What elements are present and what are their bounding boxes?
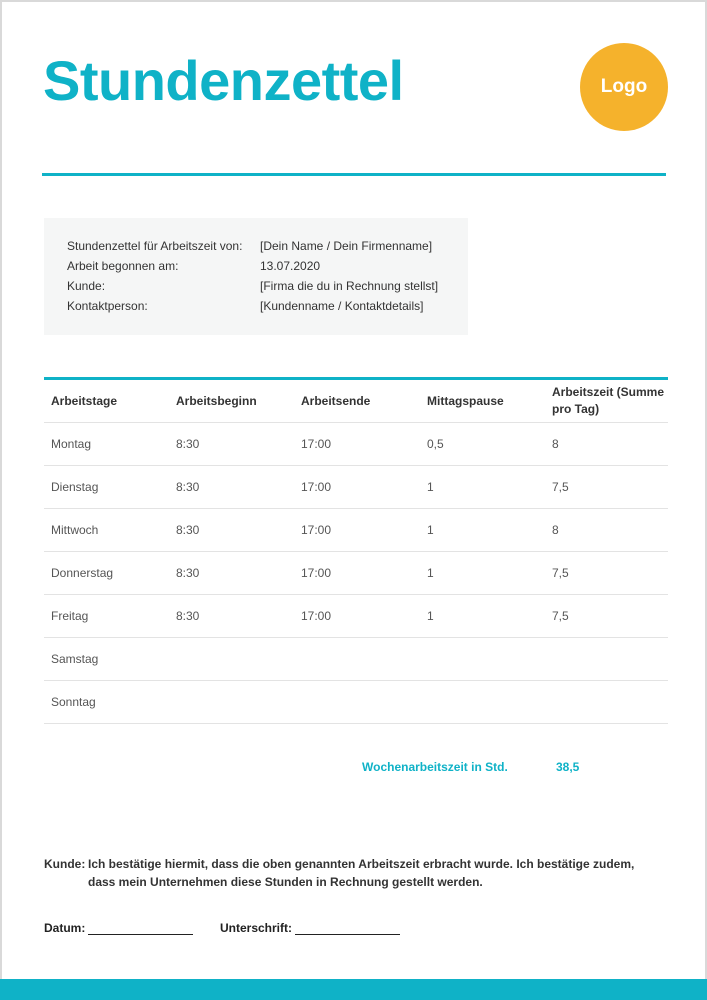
workday-cell: Dienstag [51, 480, 99, 494]
daily-total-cell: 8 [552, 523, 559, 537]
workday-cell: Donnerstag [51, 566, 114, 580]
daily-total-cell [552, 638, 668, 680]
info-value: 13.07.2020 [260, 259, 321, 273]
end-cell: 17:00 [301, 523, 332, 537]
table-header [44, 380, 668, 423]
info-label: Arbeit begonnen am: [67, 259, 179, 273]
lunch-cell: 1 [427, 609, 434, 623]
info-value: [Dein Name / Dein Firmenname] [260, 239, 433, 253]
workday-cell: Montag [51, 437, 92, 451]
table-row [44, 466, 668, 509]
timesheet-table [44, 377, 668, 724]
workday-cell: Samstag [51, 652, 99, 666]
weekly-total-value: 38,5 [556, 760, 580, 774]
workday-cell: Freitag [51, 609, 89, 623]
info-label: Stundenzettel für Arbeitszeit von: [67, 239, 243, 253]
daily-total-cell: 7,5 [552, 609, 569, 623]
table-row [44, 552, 668, 595]
column-header-daily-total: Arbeitszeit (Summe pro Tag) [552, 385, 665, 416]
logo-placeholder: Logo [580, 43, 668, 131]
workday-cell: Sonntag [51, 695, 96, 709]
lunch-cell: 1 [427, 480, 434, 494]
confirmation-prefix: Kunde: [44, 857, 86, 871]
date-signature-line [88, 934, 193, 935]
footer-bar [0, 979, 707, 1000]
page-title: Stundenzettel [43, 49, 404, 112]
signature-label: Unterschrift: [220, 921, 293, 935]
info-value: [Kundenname / Kontaktdetails] [260, 299, 424, 313]
column-header-end: Arbeitsende [301, 393, 371, 408]
lunch-cell: 0,5 [427, 437, 444, 451]
lunch-cell: 1 [427, 523, 434, 537]
info-label: Kontaktperson: [67, 299, 148, 313]
table-row [44, 423, 668, 466]
confirmation-text: Ich bestätige hiermit, dass die oben genannten Arbeitszeit erbracht wurde. Ich bestätige zudem, dass mein Unternehmen diese Stunden in Rechnung gestellt werden. [88, 857, 635, 889]
info-box [44, 218, 468, 335]
start-cell: 8:30 [176, 480, 200, 494]
column-header-lunch: Mittagspause [427, 393, 504, 408]
date-label: Datum: [44, 921, 86, 935]
title-divider [42, 173, 666, 176]
column-header-start: Arbeitsbeginn [176, 393, 257, 408]
weekly-total-label: Wochenarbeitszeit in Std. [362, 760, 508, 774]
column-header-workday: Arbeitstage [51, 393, 118, 408]
table-row [44, 595, 668, 638]
daily-total-cell: 7,5 [552, 566, 569, 580]
info-label: Kunde: [67, 279, 106, 293]
daily-total-cell [552, 681, 668, 723]
daily-total-cell: 8 [552, 437, 559, 451]
table-body [44, 423, 668, 724]
end-cell: 17:00 [301, 437, 332, 451]
lunch-cell: 1 [427, 566, 434, 580]
table-row [44, 509, 668, 552]
start-cell: 8:30 [176, 566, 200, 580]
workday-cell: Mittwoch [51, 523, 99, 537]
end-cell: 17:00 [301, 609, 332, 623]
info-value: [Firma die du in Rechnung stellst] [260, 279, 439, 293]
start-cell: 8:30 [176, 437, 200, 451]
table-row [44, 681, 668, 724]
start-cell: 8:30 [176, 609, 200, 623]
start-cell: 8:30 [176, 523, 200, 537]
daily-total-cell: 7,5 [552, 480, 569, 494]
signature-line [295, 934, 400, 935]
end-cell: 17:00 [301, 566, 332, 580]
end-cell: 17:00 [301, 480, 332, 494]
table-row [44, 638, 668, 681]
